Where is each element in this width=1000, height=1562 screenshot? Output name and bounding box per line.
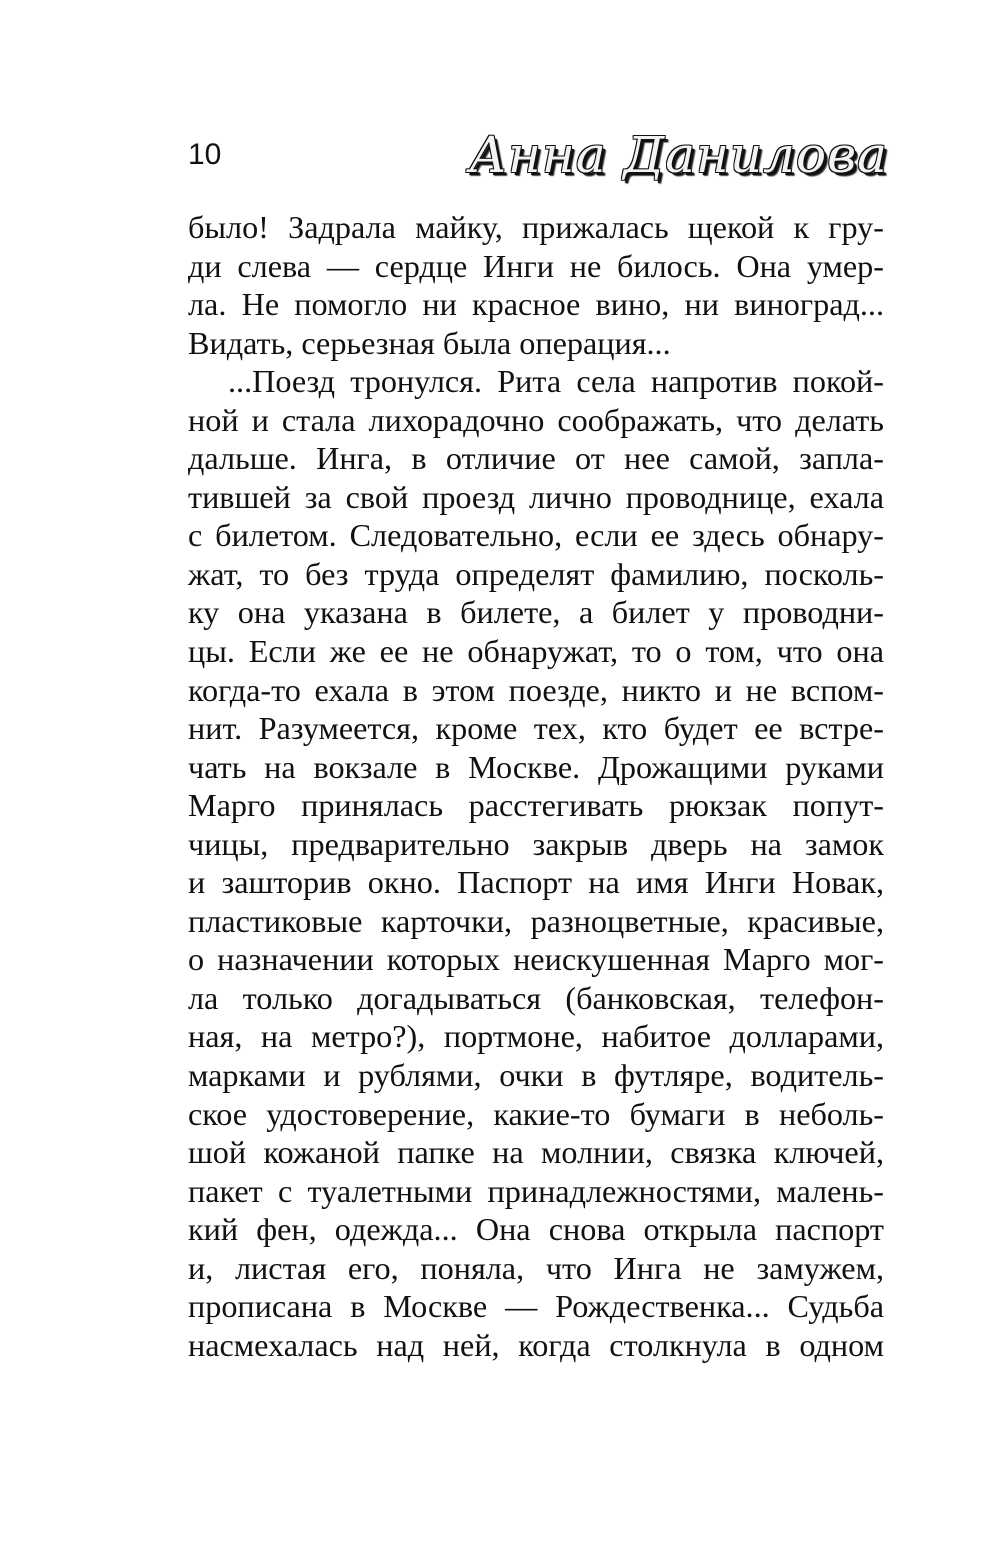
text-line: было! Задрала майку, прижалась щекой к гру- [188, 209, 884, 245]
text-line: ла. Не помогло ни красное вино, ни виноград... [188, 286, 884, 323]
text-line: Марго принялась расстегивать рюкзак попут- [188, 787, 884, 824]
text-line: ку она указана в билете, а билет у проводни- [188, 594, 884, 631]
text-line: с билетом. Следовательно, если ее здесь обнару- [188, 517, 884, 554]
text-line: насмехалась над ней, когда столкнула в одном [188, 1326, 884, 1363]
text-line: кий фен, одежда... Она снова открыла паспорт [188, 1211, 884, 1248]
text-line: тившей за свой проезд лично проводнице, ехала [188, 478, 884, 515]
text-line: дальше. Инга, в отличие от нее самой, запла- [188, 440, 884, 477]
text-line: ди слева — сердце Инги не билось. Она умер- [188, 247, 884, 284]
text-line: ...Поезд тронулся. Рита села напротив покой- [228, 363, 884, 400]
text-line: цы. Если же ее не обнаружат, то о том, что она [188, 633, 884, 670]
text-line: ной и стала лихорадочно соображать, что делать [188, 401, 884, 438]
text-line: прописана в Москве — Рождественка... Судьба [188, 1288, 884, 1325]
text-line: пластиковые карточки, разноцветные, красивые, [188, 902, 884, 939]
text-line: ское удостоверение, какие-то бумаги в неболь- [188, 1095, 884, 1132]
text-line: ла только догадываться (банковская, телефон- [188, 979, 884, 1016]
text-line: жат, то без труда определят фамилию, посколь- [188, 555, 884, 592]
text-line: марками и рублями, очки в футляре, водитель- [188, 1057, 884, 1094]
text-line: и, листая его, поняла, что Инга не замужем, [188, 1249, 884, 1286]
text-line: Видать, серьезная была операция... [188, 324, 671, 361]
text-line: пакет с туалетными принадлежностями, малень- [188, 1172, 884, 1209]
text-line: нит. Разумеется, кроме тех, кто будет ее встре- [188, 710, 884, 747]
body-text [188, 208, 884, 1364]
text-line: о назначении которых неискушенная Марго мог- [188, 941, 884, 978]
author-name: Анна Данилова [469, 126, 888, 184]
text-line: шой кожаной папке на молнии, связка ключей, [188, 1134, 884, 1171]
text-line: чать на вокзале в Москве. Дрожащими руками [188, 748, 884, 785]
text-line: и зашторив окно. Паспорт на имя Инги Новак, [188, 864, 884, 901]
text-line: ная, на метро?), портмоне, набитое долларами, [188, 1018, 884, 1055]
page-number: 10 [188, 138, 222, 171]
text-line: чицы, предварительно закрыв дверь на замок [188, 825, 884, 862]
text-line: когда-то ехала в этом поезде, никто и не вспом- [188, 671, 884, 708]
